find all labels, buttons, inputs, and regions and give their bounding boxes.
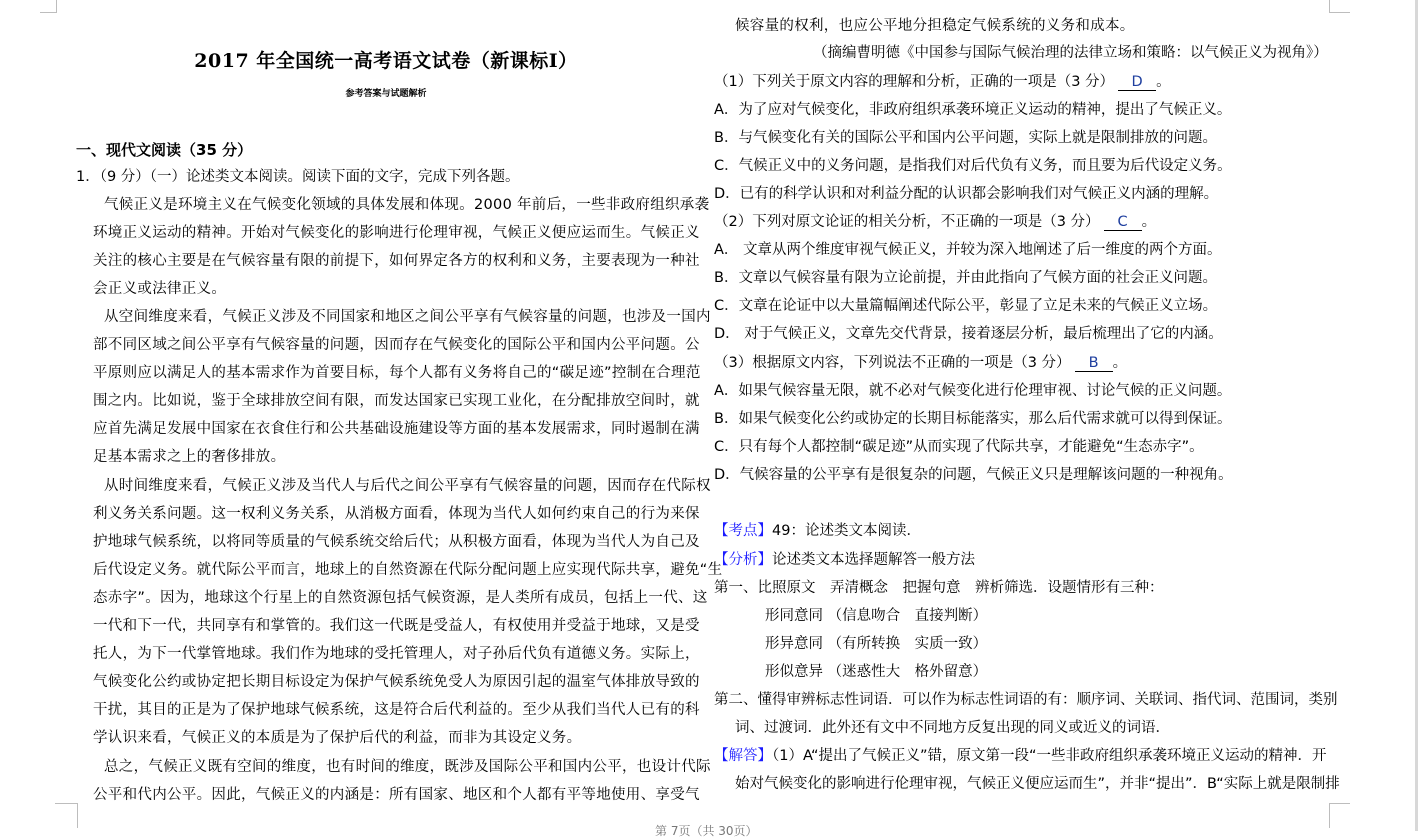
passage-line: 利义务关系问题。这一权利义务关系，从消极方面看，体现为当代人如何约束自己的行为来保 bbox=[93, 506, 700, 522]
passage-source: （摘编曹明德《中国参与国际气候治理的法律立场和策略：以气候正义为视角》） bbox=[813, 45, 1328, 61]
step-1: 第一、比照原文 弄清概念 把握句意 辨析筛选．设题情形有三种： bbox=[714, 580, 1164, 596]
option-c: C．文章在论证中以大量篇幅阐述代际公平，彰显了立足未来的气候正义立场。 bbox=[714, 298, 1218, 314]
stem-period: 。 bbox=[1112, 355, 1128, 371]
option-b: B．文章以气候容量有限为立论前提，并由此指向了气候方面的社会正义问题。 bbox=[714, 270, 1217, 286]
question-stem-text: （1）下列关于原文内容的理解和分析，正确的一项是（3 分） bbox=[714, 74, 1115, 90]
question-stem-text: （3）根据原文内容，下列说法不正确的一项是（3 分） bbox=[714, 355, 1071, 371]
option-a: A．如果气候容量无限，就不必对气候变化进行伦理审视、讨论气候的正义问题。 bbox=[714, 383, 1232, 399]
kaodian-line bbox=[714, 521, 921, 541]
passage-line: 应首先满足发展中国家在衣食住行和公共基础设施建设等方面的基本发展需求，同时遏制在满 bbox=[93, 421, 700, 437]
option-a: A． 文章从两个维度审视气候正义，并较为深入地阐述了后一维度的两个方面。 bbox=[714, 242, 1222, 258]
passage-line: 一代和下一代，共同享有和掌管的。我们这一代既是受益人，有权使用并受益于地球，又是受 bbox=[93, 618, 700, 634]
passage-line: 干扰，其目的正是为了保护地球气候系统，这是符合后代利益的。至少从我们当代人已有的科 bbox=[93, 702, 700, 718]
option-c: C．只有每个人都控制“碳足迹”从而实现了代际共享，才能避免“生态赤字”。 bbox=[714, 439, 1204, 455]
passage-line: 气候变化公约或协定把长期目标设定为保护气候系统免受人为原因引起的温室气体排放导致的 bbox=[93, 674, 700, 690]
answer-blank: B bbox=[1075, 355, 1113, 372]
crop-mark-top-right bbox=[1329, 0, 1350, 13]
passage-line: 从时间维度来看，气候正义涉及当代人与后代之间公平享有气候容量的问题，因而存在代际权 bbox=[104, 478, 711, 494]
passage-line: 从空间维度来看，气候正义涉及不同国家和地区之间公平享有气候容量的问题，也涉及一国内 bbox=[104, 309, 711, 325]
passage-line: 环境正义运动的精神。开始对气候变化的影响进行伦理审视，气候正义便应运而生。气候正义 bbox=[93, 225, 700, 241]
kaodian-text: 49：论述类文本阅读． bbox=[772, 523, 921, 539]
jieda-label: 【解答】 bbox=[714, 748, 772, 764]
crop-mark-top-left bbox=[40, 0, 57, 13]
question-intro: 1．（9 分）（一）论述类文本阅读。阅读下面的文字，完成下列各题。 bbox=[76, 169, 520, 185]
question-stem bbox=[714, 72, 1171, 92]
option-b: B．与气候变化有关的国际公平和国内公平问题，实际上就是限制排放的问题。 bbox=[714, 130, 1217, 146]
option-c: C．气候正义中的义务问题，是指我们对后代负有义务，而且要为后代设定义务。 bbox=[714, 158, 1232, 174]
passage-line: 关注的核心主要是在气候容量有限的前提下，如何界定各方的权利和义务，主要表现为一种社 bbox=[93, 253, 700, 269]
jieda-text: （1）A“提出了气候正义”错，原文第一段“一些非政府组织承袭环境正义运动的精神．开 bbox=[772, 748, 1327, 764]
step-2-line-2: 词、过渡词．此外还有文中不同地方反复出现的同义或近义的词语． bbox=[735, 720, 1170, 736]
option-a: A．为了应对气候变化，非政府组织承袭环境正义运动的精神，提出了气候正义。 bbox=[714, 102, 1232, 118]
passage-line: 平原则应以满足人的基本需求作为首要目标，每个人都有义务将自己的“碳足迹”控制在合理范 bbox=[93, 365, 701, 381]
crop-mark-bottom-right bbox=[1329, 803, 1350, 828]
passage-line: 会正义或法律正义。 bbox=[93, 281, 227, 297]
case-item: 形同意同 （信息吻合 直接判断） bbox=[765, 608, 988, 624]
passage-line: 公平和代内公平。因此，气候正义的内涵是：所有国家、地区和个人都有平等地使用、享受气 bbox=[93, 787, 700, 803]
fenxi-text: 论述类文本选择题解答一般方法 bbox=[772, 552, 975, 568]
passage-line: 护地球气候系统，以将同等质量的气候系统交给后代；从积极方面看，体现为当代人为自己及 bbox=[93, 534, 700, 550]
stem-period: 。 bbox=[1156, 74, 1171, 90]
case-item: 形异意同 （有所转换 实质一致） bbox=[765, 636, 988, 652]
case-item: 形似意异 （迷惑性大 格外留意） bbox=[765, 664, 988, 680]
passage-line: 态赤字”。因为，地球这个行星上的自然资源包括气候资源，是人类所有成员，包括上一代、这 bbox=[93, 590, 708, 606]
passage-line: 托人，为下一代掌管地球。我们作为地球的受托管理人，对子孙后代负有道德义务。实际上， bbox=[93, 646, 700, 662]
passage-line: 学认识来看，气候正义的本质是为了保护后代的利益，而非为其设定义务。 bbox=[93, 730, 582, 746]
document-subtitle: 参考答案与试题解析 bbox=[345, 89, 427, 99]
passage-line: 足基本需求之上的奢侈排放。 bbox=[93, 449, 286, 465]
crop-mark-bottom-left bbox=[55, 803, 78, 828]
answer-blank: C bbox=[1104, 214, 1142, 231]
option-d: D． 对于气候正义，文章先交代背景，接着逐层分析，最后梳理出了它的内涵。 bbox=[714, 326, 1223, 342]
passage-line: 后代设定义务。就代际公平而言，地球上的自然资源在代际分配问题上应实现代际共享，避免“生 bbox=[93, 562, 723, 578]
question-stem-text: （2）下列对原文论证的相关分析，不正确的一项是（3 分） bbox=[714, 214, 1100, 230]
passage-line: 气候正义是环境主义在气候变化领域的具体发展和体现。2000 年前后，一些非政府组织承袭 bbox=[104, 197, 710, 213]
passage-line: 候容量的权利，也应公平地分担稳定气候系统的义务和成本。 bbox=[735, 18, 1135, 34]
jieda-line bbox=[714, 746, 1327, 766]
fenxi-label: 【分析】 bbox=[714, 552, 772, 568]
step-2-line-1: 第二、懂得审辨标志性词语．可以作为标志性词语的有：顺序词、关联词、指代词、范围词，类别 bbox=[714, 692, 1338, 708]
passage-line: 部不同区域之间公平享有气候容量的问题，因而存在气候变化的国际公平和国内公平问题。公 bbox=[93, 337, 700, 353]
section-heading: 一、现代文阅读（35 分） bbox=[76, 141, 253, 159]
option-b: B．如果气候变化公约或协定的长期目标能落实，那么后代需求就可以得到保证。 bbox=[714, 411, 1232, 427]
question-stem bbox=[714, 212, 1156, 232]
stem-period: 。 bbox=[1141, 214, 1157, 230]
fenxi-line bbox=[714, 550, 975, 570]
page-footer: 第 7页（共 30页） bbox=[655, 824, 758, 838]
option-d: D．已有的科学认识和对利益分配的认识都会影响我们对气候正义内涵的理解。 bbox=[714, 186, 1219, 202]
answer-blank: D bbox=[1118, 74, 1156, 91]
option-d: D．气候容量的公平享有是很复杂的问题，气候正义只是理解该问题的一种视角。 bbox=[714, 467, 1233, 483]
question-stem bbox=[714, 353, 1127, 373]
kaodian-label: 【考点】 bbox=[714, 523, 772, 539]
passage-line: 总之，气候正义既有空间的维度，也有时间的维度，既涉及国际公平和国内公平，也设计代际 bbox=[104, 759, 711, 775]
passage-line: 围之内。比如说，鉴于全球排放空间有限，而发达国家已实现工业化，在分配排放空间时，就 bbox=[93, 393, 700, 409]
jieda-line-2: 始对气候变化的影响进行伦理审视，气候正义便应运而生”，并非“提出”．B“实际上就是限制排 bbox=[735, 776, 1340, 792]
document-title: 2017 年全国统一高考语文试卷（新课标Ⅰ） bbox=[194, 50, 578, 72]
